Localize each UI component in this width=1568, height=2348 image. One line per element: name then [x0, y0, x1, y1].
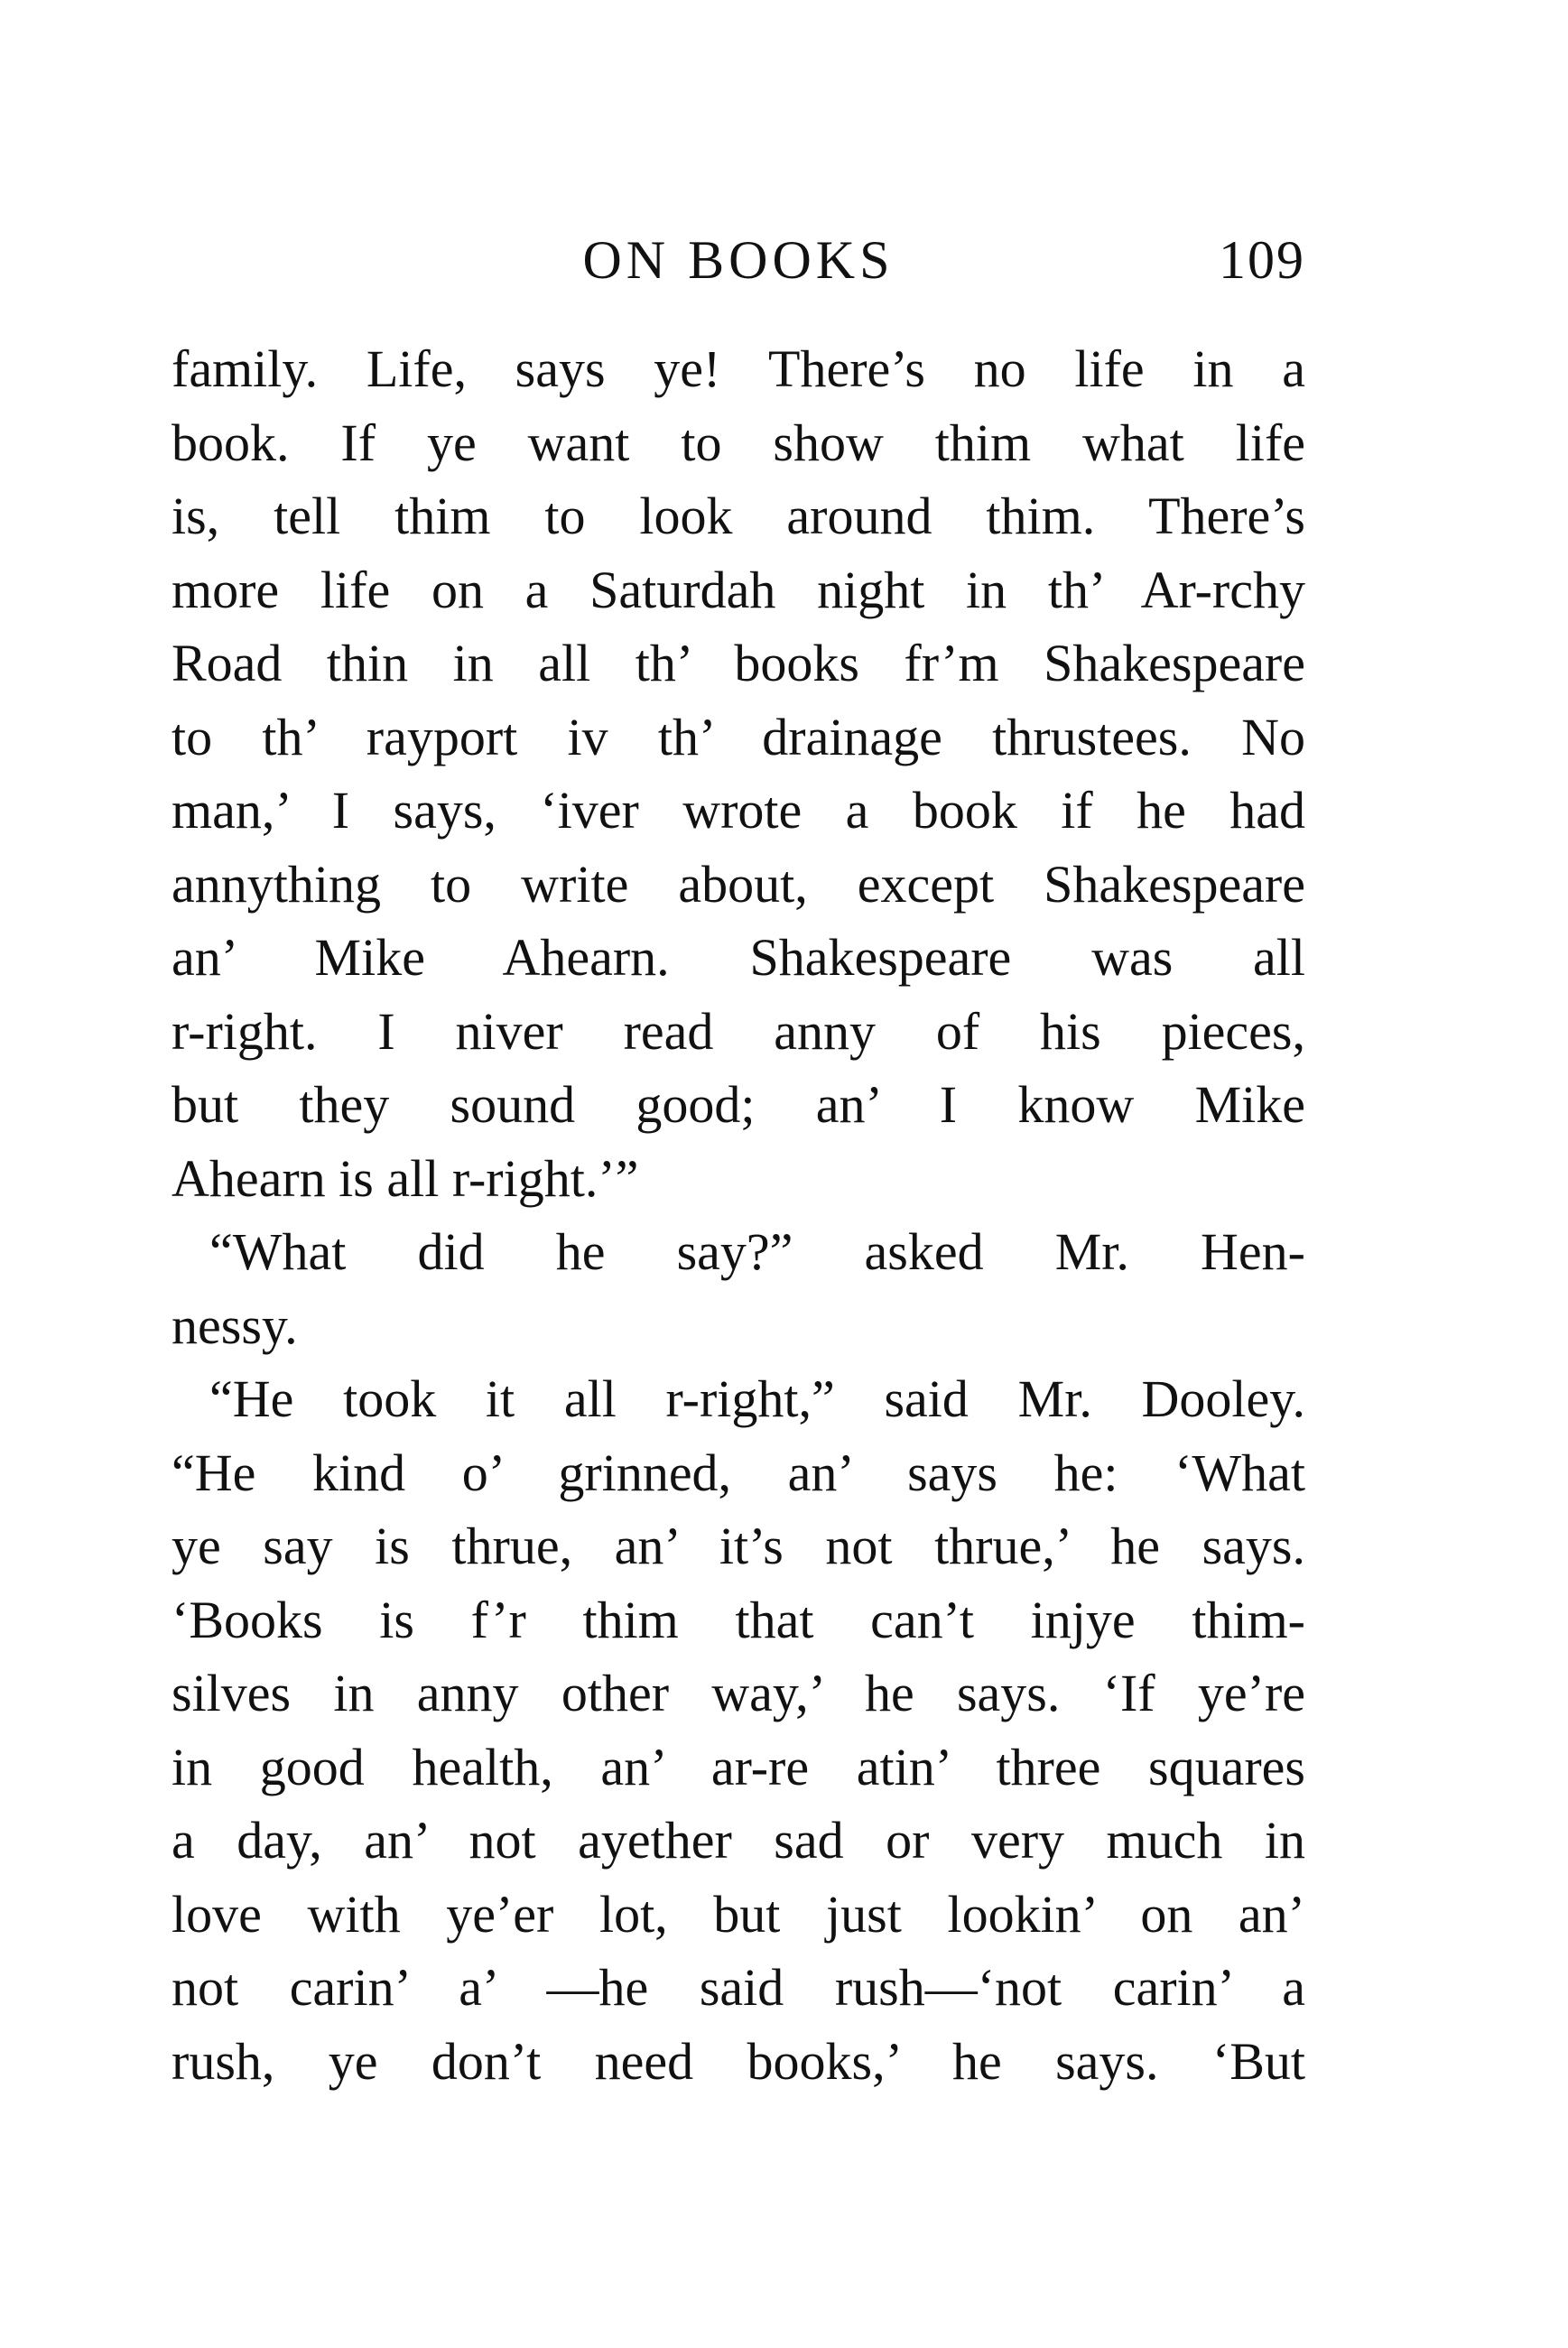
text-line: is, tell thim to look around thim. There’s	[172, 487, 1305, 545]
text-line: “He took it all r-right,” said Mr. Dooley.	[209, 1369, 1305, 1428]
text-line: book. If ye want to show thim what life	[172, 413, 1305, 472]
text-line: more life on a Saturdah night in th’ Ar-rchy	[172, 560, 1305, 619]
running-head	[172, 224, 1305, 296]
text-line: love with ye’er lot, but just lookin’ on an’	[172, 1884, 1305, 1944]
text-line: silves in anny other way,’ he says. ‘If ye’re	[172, 1664, 1305, 1722]
text-line: ‘Books is f’r thim that can’t injye thim-	[172, 1590, 1305, 1649]
text-line: a day, an’ not ayether sad or very much in	[172, 1811, 1305, 1870]
text-line: rush, ye don’t need books,’ he says. ‘But	[172, 2031, 1305, 2091]
running-title: ON BOOKS	[582, 230, 895, 290]
text-line: Road thin in all th’ books fr’m Shakespeare	[172, 634, 1305, 692]
text-line: not carin’ a’ —he said rush—‘not carin’ a	[172, 1958, 1305, 2017]
body-text	[172, 332, 1305, 2098]
text-line: man,’ I says, ‘iver wrote a book if he had	[172, 781, 1305, 840]
text-line: in good health, an’ ar-re atin’ three squares	[172, 1737, 1305, 1796]
text-line: “What did he say?” asked Mr. Hen-	[209, 1222, 1305, 1281]
text-line: but they sound good; an’ I know Mike	[172, 1075, 1305, 1134]
text-line: r-right. I niver read anny of his pieces,	[172, 1001, 1305, 1061]
text-line: an’ Mike Ahearn. Shakespeare was all	[172, 928, 1305, 987]
text-line: annything to write about, except Shakespeare	[172, 854, 1305, 914]
text-line: Ahearn is all r-right.’”	[172, 1148, 639, 1208]
text-line: to th’ rayport iv th’ drainage thrustees. No	[172, 707, 1305, 766]
text-line: nessy.	[172, 1295, 298, 1355]
text-line: “He kind o’ grinned, an’ says he: ‘What	[172, 1443, 1305, 1502]
text-line: family. Life, says ye! There’s no life in a	[172, 339, 1305, 398]
text-line: ye say is thrue, an’ it’s not thrue,’ he says.	[172, 1517, 1305, 1575]
page-number: 109	[1219, 230, 1305, 290]
